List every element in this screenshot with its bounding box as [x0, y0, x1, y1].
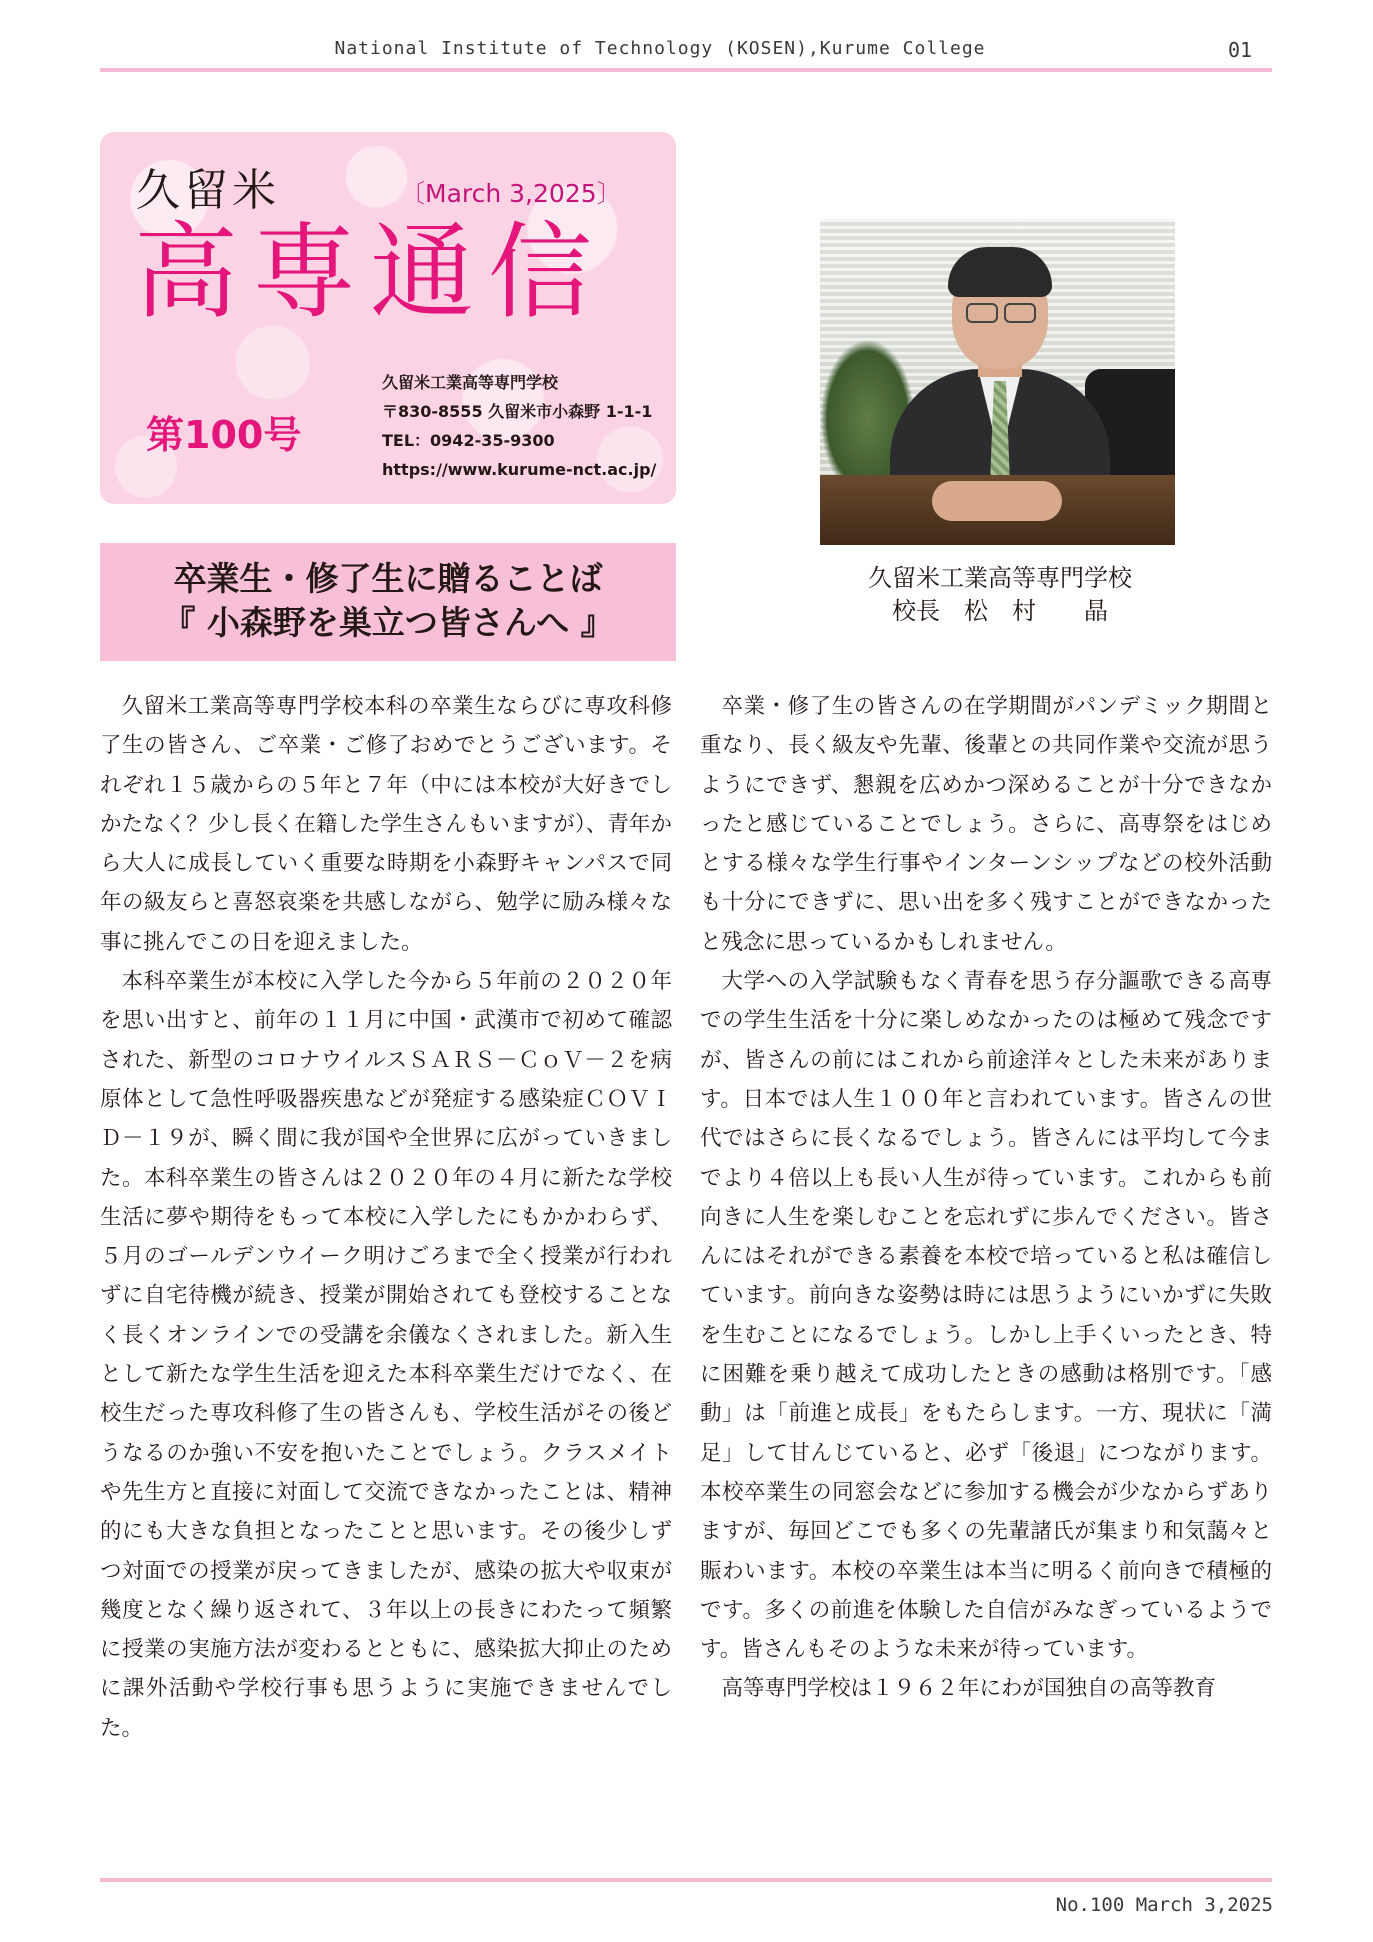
school-name: 久留米工業高等専門学校	[382, 373, 559, 392]
body-paragraph: 卒業・修了生の皆さんの在学期間がパンデミック期間と重なり、長く級友や先輩、後輩との共同作業や交流が思うようにできず、懇親を広めかつ深めることが十分できなかったと感じていることでしょう。さらに、高専祭をはじめとする様々な学生行事やインターンシップなどの校外活動も十分にできずに、思い出を多く残すことができなかったと残念に思っているかもしれません。	[700, 694, 1272, 955]
page-number: 01	[1228, 38, 1253, 62]
masthead-kurume: 久留米	[136, 165, 280, 216]
school-address	[382, 368, 656, 484]
header-institution: National Institute of Technology (KOSEN),Kurume College	[334, 38, 986, 59]
phone-number: TEL：0942-35-9300	[382, 431, 555, 450]
postal-address: 〒830-8555 久留米市小森野 1-1-1	[382, 402, 653, 421]
photo-caption	[760, 562, 1240, 628]
body-paragraph: 大学への入学試験もなく青春を思う存分謳歌できる高専での学生生活を十分に楽しめなかったのは極めて残念ですが、皆さんの前にはこれから前途洋々とした未来があります。日本では人生１００年と言われています。皆さんの世代ではさらに長くなるでしょう。皆さんには平均して今までより４倍以上も長い人生が待っています。これからも前向きに人生を楽しむことを忘れずに歩んでください。皆さんにはそれができる素養を本校で培っていると私は確信しています。前向きな姿勢は時には思うようにいかずに失敗を生むことになるでしょう。しかし上手くいったとき、特に困難を乗り越えて成功したときの感動は格別です。「感動」は「前進と成長」をもたらします。一方、現状に「満足」して甘んじていると、必ず「後退」につながります。本校卒業生の同窓会などに参加する機会が少なからずありますが、毎回どこでも多くの先輩諸氏が集まり和気藹々と賑わいます。本校の卒業生は本当に明るく前向きで積極的です。多くの前進を体験した自信がみなぎっているようです。皆さんもそのような未来が待っています。	[700, 969, 1272, 1663]
header-divider	[100, 68, 1272, 72]
article-title-line1: 卒業生・修了生に贈ることば	[173, 559, 603, 598]
footer-issue-date: No.100 March 3,2025	[1055, 1894, 1273, 1916]
website-url: https://www.kurume-nct.ac.jp/	[382, 460, 657, 479]
issue-number: 第100号	[146, 413, 302, 457]
body-column-right	[700, 687, 1272, 1709]
masthead-title: 高専通信	[134, 211, 607, 333]
footer-divider	[100, 1878, 1272, 1882]
body-column-left	[100, 687, 672, 1748]
body-paragraph: 久留米工業高等専門学校本科の卒業生ならびに専攻科修了生の皆さん、ご卒業・ご修了おめでとうございます。それぞれ１５歳からの５年と７年（中には本校が大好きでしかたなく？少し長く在籍した学生さんもいますが）、青年から大人に成長していく重要な時期を小森野キャンパスで同年の級友らと喜怒哀楽を共感しながら、勉学に励み様々な事に挑んでこの日を迎えました。	[100, 694, 672, 955]
article-title-line2: 『 小森野を巣立つ皆さんへ 』	[162, 603, 614, 642]
caption-principal: 校長 松 村 晶	[892, 597, 1108, 625]
principal-photo	[820, 219, 1175, 545]
masthead-date: 〔March 3,2025〕	[400, 179, 622, 208]
masthead	[100, 132, 676, 504]
body-paragraph: 本科卒業生が本校に入学した今から５年前の２０２０年を思い出すと、前年の１１月に中国・武漢市で初めて確認された、新型のコロナウイルスＳＡＲＳ－ＣｏＶ－２を病原体として急性呼吸器疾患などが発症する感染症ＣＯＶＩＤ－１９が、瞬く間に我が国や全世界に広がっていきました。本科卒業生の皆さんは２０２０年の４月に新たな学校生活に夢や期待をもって本校に入学したにもかかわらず、５月のゴールデンウイーク明けごろまで全く授業が行われずに自宅待機が続き、授業が開始されても登校することなく長くオンラインでの受講を余儀なくされました。新入生として新たな学生生活を迎えた本科卒業生だけでなく、在校生だった専攻科修了生の皆さんも、学校生活がその後どうなるのか強い不安を抱いたことでしょう。クラスメイトや先生方と直接に対面して交流できなかったことは、精神的にも大きな負担となったことと思います。その後少しずつ対面での授業が戻ってきましたが、感染の拡大や収束が幾度となく繰り返されて、３年以上の長きにわたって頻繁に授業の実施方法が変わるとともに、感染拡大抑止のために課外活動や学校行事も思うように実施できませんでした。	[100, 969, 672, 1741]
caption-school: 久留米工業高等専門学校	[868, 564, 1132, 592]
article-title	[100, 543, 676, 661]
body-paragraph: 高等専門学校は１９６２年にわが国独自の高等教育	[721, 1676, 1217, 1702]
